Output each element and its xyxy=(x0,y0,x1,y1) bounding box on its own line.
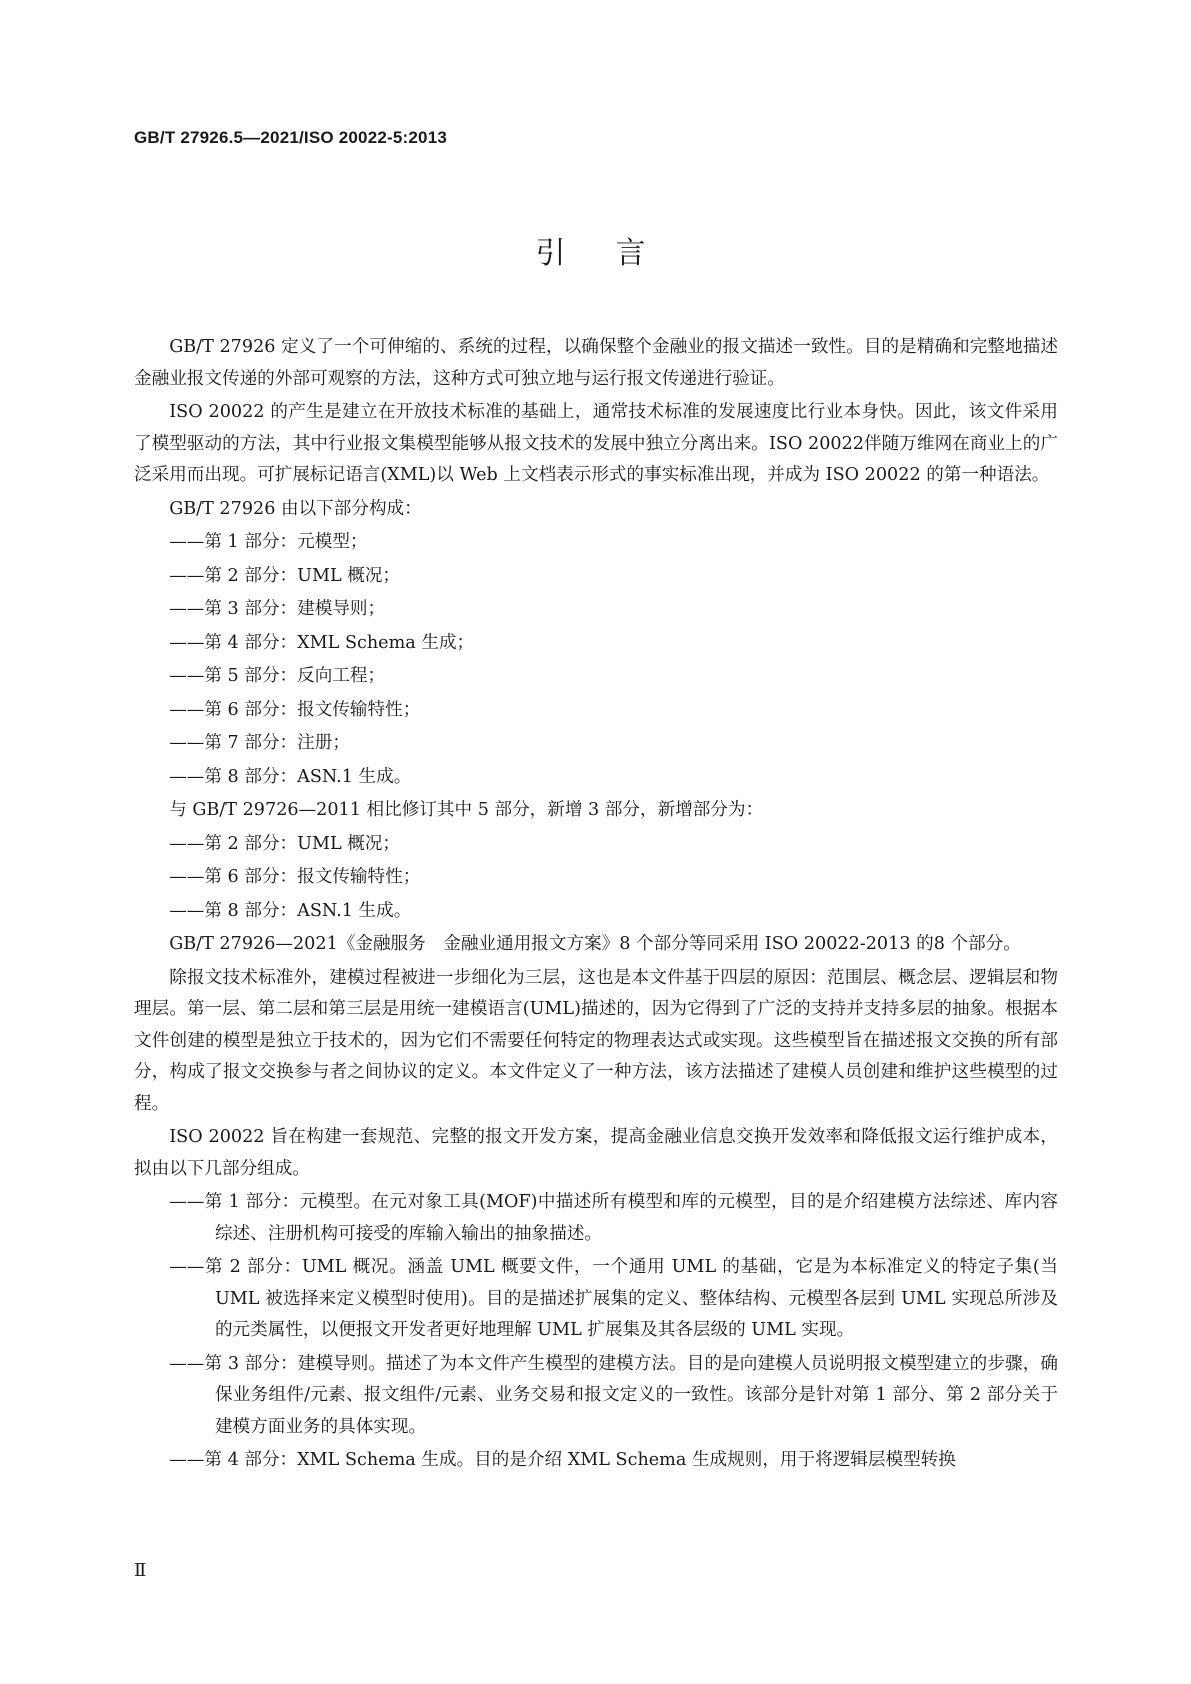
list-item: ——第 1 部分：元模型； xyxy=(169,532,368,552)
list-item: ——第 8 部分：ASN.1 生成。 xyxy=(169,900,412,921)
paragraph: 除报文技术标准外，建模过程被进一步细化为三层，这也是本文件基于四层的原因：范围层、概念层、逻辑层和物理层。第一层、第二层和第三层是用统一建模语言(UML)描述的，因为它得到了广泛的支持并支持多层的抽象。根据本文件创建的模型是独立于技术的，因为它们不需要任何特定的物理表达式或实现。这些模型旨在描述报文交换的所有部分，构成了报文交换参与者之间协议的定义。本文件定义了一种方法，该方法描述了建模人员创建和维护这些模型的过程。 xyxy=(134,967,1058,1114)
list-item: ——第 2 部分：UML 概况； xyxy=(169,565,401,586)
list-item: ——第 6 部分：报文传输特性； xyxy=(169,867,421,887)
list-item: ——第 5 部分：反向工程； xyxy=(169,666,386,686)
document-code: GB/T 27926.5—2021/ISO 20022-5:2013 xyxy=(134,128,447,147)
list-item: ——第 3 部分：建模导则； xyxy=(169,599,386,619)
page-number: Ⅱ xyxy=(134,1560,147,1581)
list-item: ——第 1 部分：元模型。在元对象工具(MOF)中描述所有模型和库的元模型，目的是介绍建模方法综述、库内容综述、注册机构可接受的库输入输出的抽象描述。 xyxy=(169,1192,1058,1244)
paragraph: GB/T 27926 由以下部分构成： xyxy=(169,498,422,519)
paragraph: ISO 20022 的产生是建立在开放技术标准的基础上，通常技术标准的发展速度比行业本身快。因此，该文件采用了模型驱动的方法，其中行业报文集模型能够从报文技术的发展中独立分离出来。ISO 20022伴随万维网在商业上的广泛采用而出现。可扩展标记语言(XML)以 Web 上文档表示形式的事实标准出现，并成为 ISO 20022 的第一种语法。 xyxy=(134,402,1058,485)
list-item: ——第 4 部分：XML Schema 生成。目的是介绍 XML Schema 生成规则，用于将逻辑层模型转换 xyxy=(169,1450,956,1470)
section-title: 引言 xyxy=(535,236,696,271)
list-item: ——第 4 部分：XML Schema 生成； xyxy=(169,632,475,653)
list-item: ——第 3 部分：建模导则。描述了为本文件产生模型的建模方法。目的是向建模人员说明报文模型建立的步骤，确保业务组件/元素、报文组件/元素、业务交易和报文定义的一致性。该部分是针对第 1 部分、第 2 部分关于建模方面业务的具体实现。 xyxy=(169,1353,1058,1437)
list-item: ——第 2 部分：UML 概况； xyxy=(169,833,401,854)
document-body xyxy=(134,332,1058,1479)
paragraph: GB/T 27926—2021《金融服务 金融业通用报文方案》8 个部分等同采用 ISO 20022-2013 的8 个部分。 xyxy=(169,934,1021,954)
list-item: ——第 7 部分：注册； xyxy=(169,733,350,753)
paragraph: GB/T 27926 定义了一个可伸缩的、系统的过程，以确保整个金融业的报文描述一致性。目的是精确和完整地描述金融业报文传递的外部可观察的方法，这种方式可独立地与运行报文传递进行验证。 xyxy=(134,337,1058,389)
paragraph: 与 GB/T 29726—2011 相比修订其中 5 部分，新增 3 部分，新增部分为： xyxy=(169,800,764,820)
list-item: ——第 6 部分：报文传输特性； xyxy=(169,699,421,720)
list-item: ——第 2 部分：UML 概况。涵盖 UML 概要文件，一个通用 UML 的基础，它是为本标准定义的特定子集(当 UML 被选择来定义模型时使用)。目的是描述扩展集的定义、整体结构、元模型各层到 UML 实现总所涉及的元类属性，以便报文开发者更好地理解 UML 扩展集及其各层级的 UML 实现。 xyxy=(169,1257,1058,1340)
list-item: ——第 8 部分：ASN.1 生成。 xyxy=(169,766,412,787)
paragraph: ISO 20022 旨在构建一套规范、完整的报文开发方案，提高金融业信息交换开发效率和降低报文运行维护成本，拟由以下几部分组成。 xyxy=(134,1127,1058,1179)
